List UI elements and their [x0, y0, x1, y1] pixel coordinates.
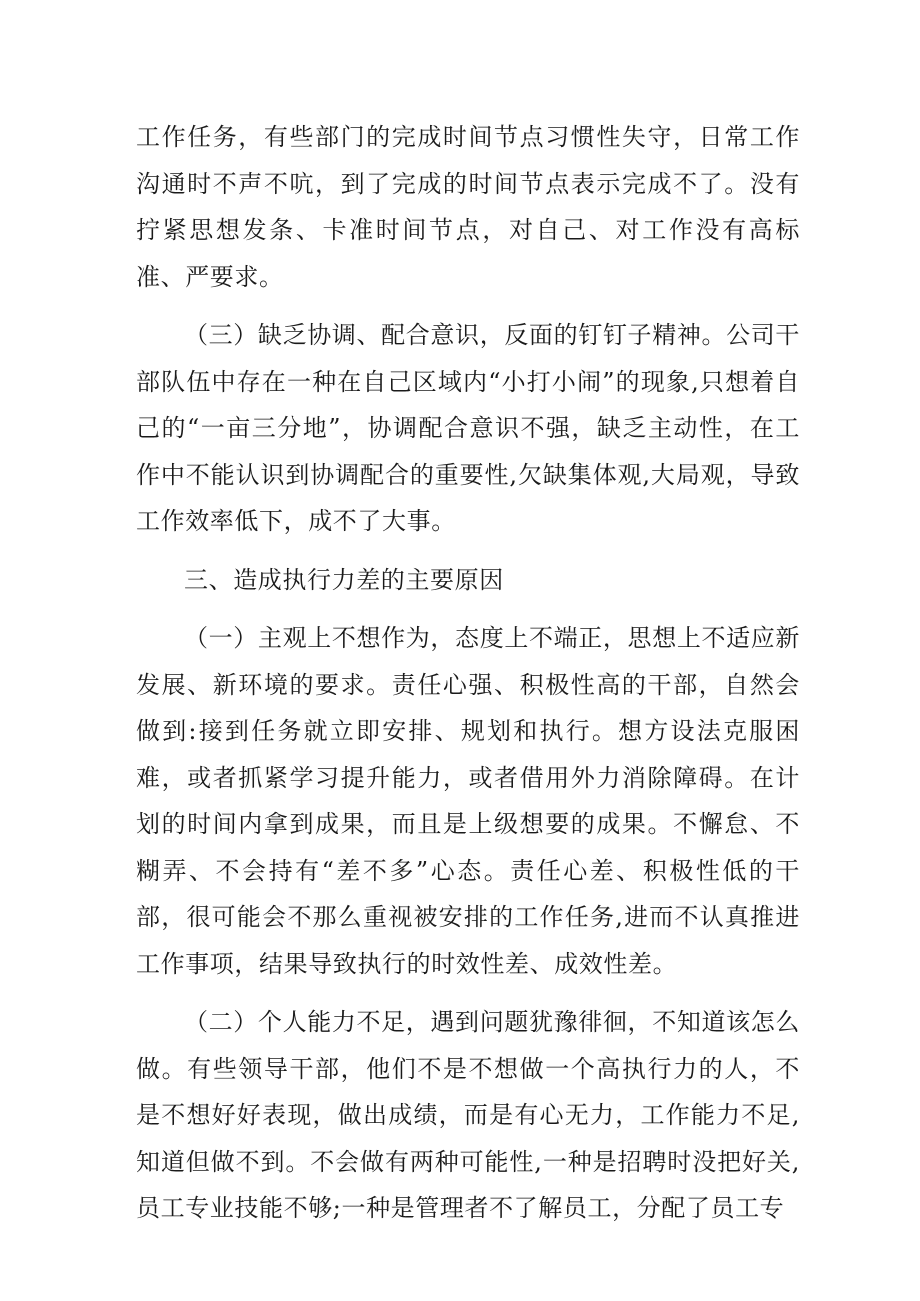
- paragraph-cause-one: （一）主观上不想作为，态度上不端正，思想上不适应新发展、新环境的要求。责任心强、积极性高的干部，自然会做到:接到任务就立即安排、规划和执行。想方设法克服困难，或者抓紧学习提升能力，或者借用外力消除障碍。在计划的时间内拿到成果，而且是上级想要的成果。不懈怠、不糊弄、不会持有“差不多”心态。责任心差、积极性低的干部，很可能会不那么重视被安排的工作任务,进而不认真推进工作事项，结果导致执行的时效性差、成效性差。: [136, 624, 800, 978]
- paragraph-section-three: （三）缺乏协调、配合意识，反面的钉钉子精神。公司干部队伍中存在一种在自己区域内“小打小闹”的现象,只想着自己的“一亩三分地”，协调配合意识不强，缺乏主动性，在工作中不能认识到协调配合的重要性,欠缺集体观,大局观，导致工作效率低下，成不了大事。: [136, 321, 800, 535]
- paragraph-cause-two: （二）个人能力不足，遇到问题犹豫徘徊，不知道该怎么做。有些领导干部，他们不是不想做一个高执行力的人，不是不想好好表现，做出成绩，而是有心无力，工作能力不足,知道但做不到。不会做有两种可能性,一种是招聘时没把好关,员工专业技能不够;一种是管理者不了解员工，分配了员工专: [136, 1008, 800, 1222]
- document-body: [136, 114, 800, 1244]
- paragraph-continuation: 工作任务，有些部门的完成时间节点习惯性失守，日常工作沟通时不声不吭，到了完成的时间节点表示完成不了。没有拧紧思想发条、卡准时间节点，对自己、对工作没有高标准、严要求。: [136, 123, 800, 291]
- section-heading-causes: 三、造成执行力差的主要原因: [184, 565, 504, 594]
